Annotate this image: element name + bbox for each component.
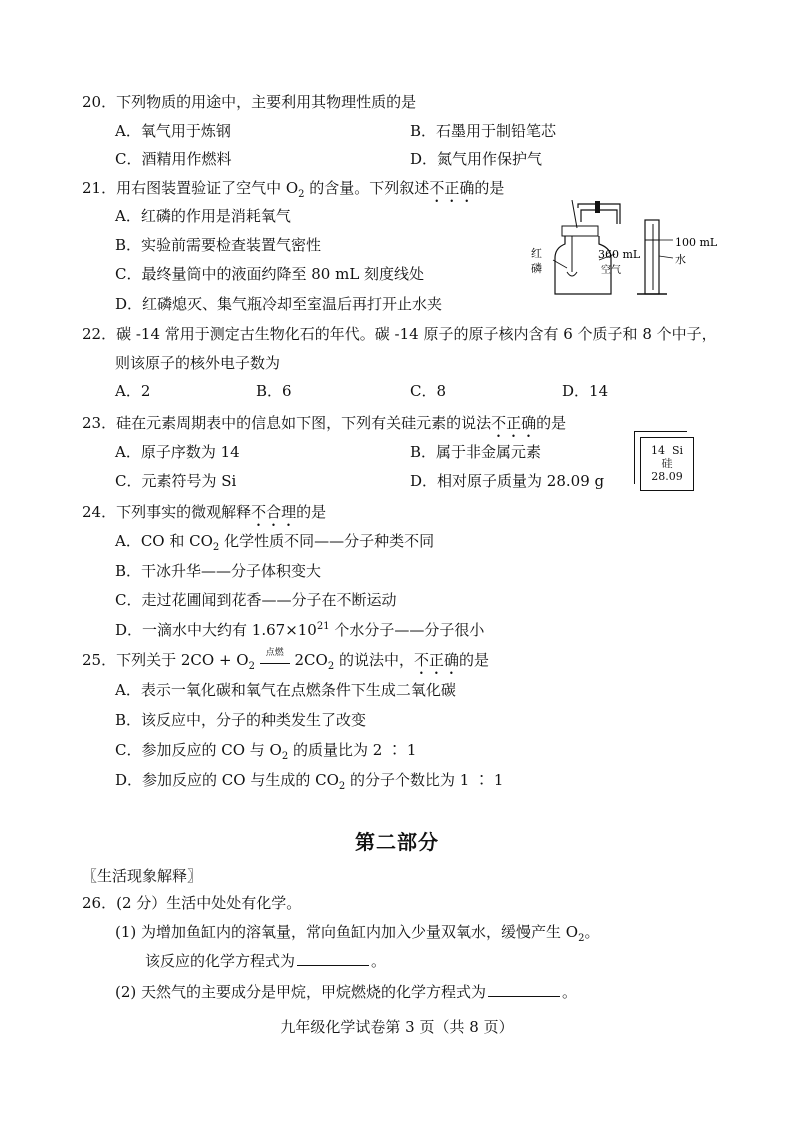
q25-option-b: B．该反应中，分子的种类发生了改变 xyxy=(115,711,367,729)
q25-stem: 25．下列关于 $2CO + O_2$ 点燃 $2CO_2$ 的说法中，不正确的是 xyxy=(82,647,490,672)
q26-part1-line2: 该反应的化学方程式为 。 xyxy=(145,952,387,970)
q20-stem: 20．下列物质的用途中，主要利用其物理性质的是 xyxy=(82,93,417,111)
q20-option-d: D．氮气用作保护气 xyxy=(410,150,543,168)
q23-stem: 23．硅在元素周期表中的信息如下图，下列有关硅元素的说法不正确的是 xyxy=(82,414,567,432)
q22-stem-line1: 22．碳 -14 常用于测定古生物化石的年代。碳 -14 原子的原子核内含有 6 个质子和 8 个中子， xyxy=(82,325,717,343)
q22-option-d: D．14 xyxy=(562,382,609,400)
q26-stem: 26．(2 分）生活中处处有化学。 xyxy=(82,894,302,912)
q22-option-c: C．8 xyxy=(410,382,447,400)
q22-option-b: B．6 xyxy=(256,382,292,400)
q23-option-d: D．相对原子质量为 28.09 g xyxy=(410,472,605,490)
q25-option-d: D．参加反应的 CO 与生成的 $CO_2$ 的分子个数比为 1 ∶ 1 xyxy=(115,771,504,792)
element-symbol: Si xyxy=(671,444,684,457)
element-name: 硅 xyxy=(661,457,673,470)
q24-option-b: B．干冰升华——分子体积变大 xyxy=(115,562,322,580)
q21-option-a: A．红磷的作用是消耗氧气 xyxy=(115,207,291,225)
apparatus-figure xyxy=(525,200,735,300)
q21-stem: 21．用右图装置验证了空气中 $O_2$ 的含量。下列叙述不正确的是 xyxy=(82,179,505,200)
q23-option-c: C．元素符号为 Si xyxy=(115,472,237,490)
q24-option-c: C．走过花圃闻到花香——分子在不断运动 xyxy=(115,591,397,609)
q26-part1: (1) 为增加鱼缸内的溶氧量，常向鱼缸内加入少量双氧水，缓慢产生 $O_2$。 xyxy=(115,923,600,944)
q21-option-d: D．红磷熄灭、集气瓶冷却至室温后再打开止水夹 xyxy=(115,295,443,313)
q24-stem: 24．下列事实的微观解释不合理的是 xyxy=(82,503,327,521)
section-label: 〖生活现象解释〗 xyxy=(82,867,203,885)
answer-blank-1[interactable] xyxy=(297,951,369,966)
label-phosphorus: 磷 xyxy=(531,262,542,275)
label-red: 红 xyxy=(531,247,542,260)
q23-option-a: A．原子序数为 14 xyxy=(115,443,240,461)
q20-option-a: A．氧气用于炼钢 xyxy=(115,122,231,140)
element-mass: 28.09 xyxy=(651,470,683,483)
answer-blank-2[interactable] xyxy=(488,982,560,997)
silicon-element-card xyxy=(640,437,694,491)
q24-option-a: A．CO 和 $CO_2$ 化学性质不同——分子种类不同 xyxy=(115,532,435,553)
label-100ml: 100 mL xyxy=(675,236,718,249)
q23-option-b: B．属于非金属元素 xyxy=(410,443,542,461)
q21-option-b: B．实验前需要检查装置气密性 xyxy=(115,236,322,254)
q26-part2: (2) 天然气的主要成分是甲烷，甲烷燃烧的化学方程式为 。 xyxy=(115,983,578,1001)
label-water: 水 xyxy=(675,253,686,266)
q20-option-b: B．石墨用于制铅笔芯 xyxy=(410,122,557,140)
label-360ml: 360 mL xyxy=(598,248,641,261)
reaction-arrow: 点燃 xyxy=(260,659,290,664)
q25-option-c: C．参加反应的 CO 与 $O_2$ 的质量比为 2 ∶ 1 xyxy=(115,741,417,762)
page-footer: 九年级化学试卷第 3 页（共 8 页） xyxy=(280,1018,514,1036)
element-number: 14 xyxy=(650,444,665,457)
part-two-title: 第二部分 xyxy=(355,830,439,854)
q21-option-c: C．最终量筒中的液面约降至 80 mL 刻度线处 xyxy=(115,265,425,283)
q24-option-d: D．一滴水中大约有 $1.67\times 10^{21}$ 个水分子——分子很小 xyxy=(115,621,485,639)
q20-option-c: C．酒精用作燃料 xyxy=(115,150,232,168)
label-air: 空气 xyxy=(601,265,621,276)
q22-option-a: A．2 xyxy=(115,382,151,400)
q22-stem-line2: 则该原子的核外电子数为 xyxy=(115,354,281,372)
q25-option-a: A．表示一氧化碳和氧气在点燃条件下生成二氧化碳 xyxy=(115,681,456,699)
